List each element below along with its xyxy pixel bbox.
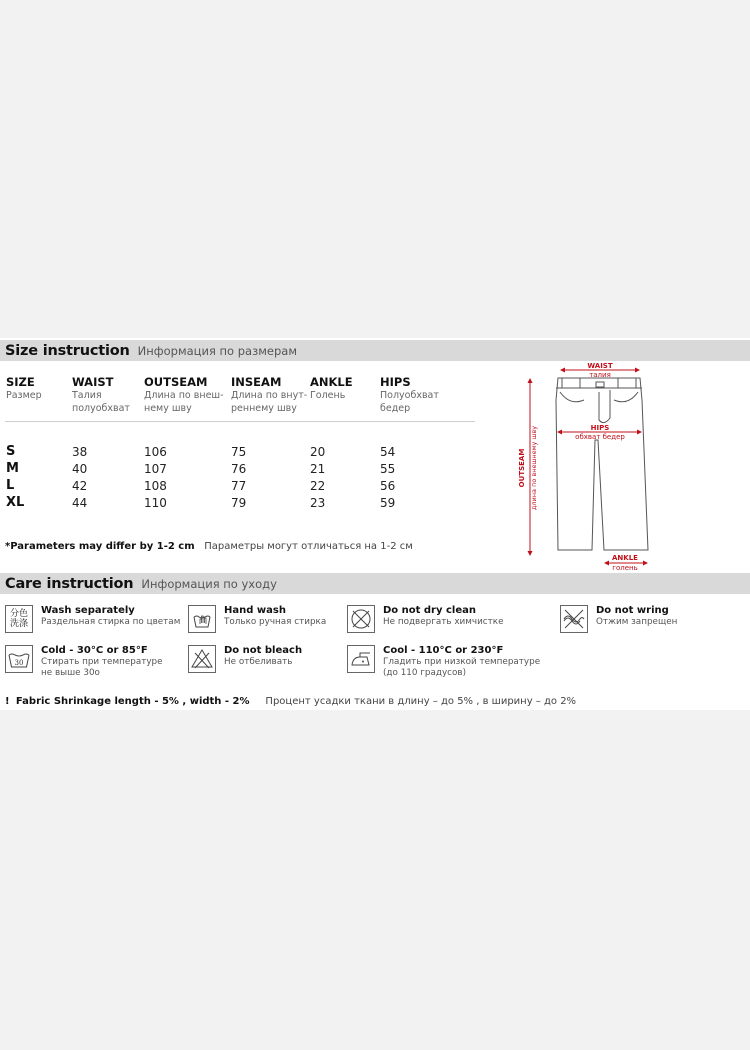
row-s-waist: 38 [72, 445, 88, 459]
col-size-label: SIZE [6, 375, 35, 389]
col-waist-label: WAIST [72, 375, 114, 389]
cold-wash-ru2: не выше 30о [41, 668, 100, 678]
row-m-inseam: 76 [231, 462, 247, 476]
parameters-note [5, 541, 413, 552]
row-xl-hips: 59 [380, 496, 396, 510]
col-waist-sub1: Талия [72, 390, 102, 401]
col-inseam [231, 375, 307, 415]
no-wring-ru: Отжим запрещен [596, 617, 678, 627]
shrinkage-ru: Процент усадки ткани в длину – до 5% , в ширину – до 2% [265, 696, 577, 707]
col-hips [380, 375, 439, 415]
row-m-size: M [6, 461, 19, 476]
pants-measurement-diagram [500, 360, 660, 572]
row-xl-inseam: 79 [231, 496, 247, 510]
row-l-size: L [6, 478, 15, 493]
row-s-outseam: 106 [144, 445, 167, 459]
size-section-subtitle: Информация по размерам [137, 343, 297, 358]
row-l-outseam: 108 [144, 479, 167, 493]
col-size-sub: Размер [6, 390, 42, 401]
row-xl-size: XL [6, 495, 25, 510]
separate-colors-glyph-top: 分色 [9, 609, 28, 619]
care-hand-wash [188, 605, 326, 633]
table-divider [5, 421, 475, 422]
cold-wash-ru1: Стирать при температуре [41, 657, 163, 667]
care-section-title: Care instruction [5, 575, 134, 592]
hand-wash-ru: Только ручная стирка [224, 617, 327, 627]
col-inseam-sub1: Длина по внут- [231, 390, 308, 401]
row-xl-waist: 44 [72, 496, 88, 510]
row-m-hips: 55 [380, 462, 396, 476]
col-ankle-label: ANKLE [310, 375, 353, 389]
cool-iron-label: Cool - 110°C or 230°F [383, 645, 504, 656]
size-section-title: Size instruction [5, 342, 130, 359]
outseam-label: OUTSEAM [518, 448, 526, 488]
waist-label-ru: талия [589, 371, 611, 379]
no-wring-icon [560, 605, 588, 633]
row-l-inseam: 77 [231, 479, 247, 493]
size-section-header [0, 340, 750, 361]
row-xl-outseam: 110 [144, 496, 167, 510]
wash-separately-ru: Раздельная стирка по цветам [41, 617, 181, 627]
col-hips-sub1: Полуобхват [380, 390, 439, 401]
cool-iron-ru2: (до 110 градусов) [383, 668, 466, 678]
row-m-waist: 40 [72, 462, 88, 476]
ankle-measure [604, 554, 648, 572]
col-ankle [310, 375, 353, 402]
pants-outline [556, 378, 648, 550]
row-s-hips: 54 [380, 445, 396, 459]
row-l-waist: 42 [72, 479, 88, 493]
ankle-label: ANKLE [612, 554, 638, 562]
wash-temp: 30 [14, 659, 24, 667]
care-no-wring [560, 605, 677, 633]
row-m-ankle: 21 [310, 462, 326, 476]
no-dry-clean-icon [347, 605, 375, 633]
row-s-inseam: 75 [231, 445, 247, 459]
col-outseam-sub2: нему шву [144, 403, 192, 414]
separate-colors-glyph-bottom: 洗涤 [9, 619, 28, 629]
care-cool-iron [347, 645, 540, 679]
waist-measure [560, 362, 640, 379]
care-wash-separately [5, 605, 180, 633]
col-size [6, 375, 42, 402]
row-m-outseam: 107 [144, 462, 167, 476]
col-outseam-sub1: Длина по внеш- [144, 390, 224, 401]
row-l-ankle: 22 [310, 479, 326, 493]
outseam-measure [518, 378, 538, 556]
no-bleach-icon [188, 645, 216, 673]
cool-iron-icon [347, 645, 375, 673]
cold-wash-label: Cold - 30°C or 85°F [41, 645, 148, 656]
shrinkage-en: Fabric Shrinkage length - 5% , width - 2% [15, 696, 250, 707]
col-inseam-label: INSEAM [231, 375, 282, 389]
care-section-subtitle: Информация по уходу [141, 576, 277, 591]
col-inseam-sub2: реннему шву [231, 403, 297, 414]
no-wring-label: Do not wring [596, 605, 669, 616]
col-hips-sub2: бедер [380, 403, 411, 414]
no-bleach-ru: Не отбеливать [224, 657, 293, 667]
waist-label: WAIST [587, 362, 613, 370]
care-cold-wash [5, 645, 163, 679]
no-dry-clean-ru: Не подвергать химчистке [383, 617, 504, 627]
row-s-ankle: 20 [310, 445, 326, 459]
ankle-label-ru: голень [612, 564, 638, 572]
wash-separately-label: Wash separately [41, 605, 135, 616]
care-section-header [0, 573, 750, 594]
wash-30-icon [5, 645, 33, 673]
hips-label: HIPS [590, 424, 610, 432]
col-hips-label: HIPS [380, 375, 411, 389]
row-xl-ankle: 23 [310, 496, 326, 510]
care-no-dry-clean [347, 605, 504, 633]
care-no-bleach [188, 645, 302, 673]
col-outseam-label: OUTSEAM [144, 375, 208, 389]
col-waist-sub2: полуобхват [72, 403, 130, 414]
col-waist [72, 375, 130, 415]
hand-wash-label: Hand wash [224, 605, 286, 616]
shrinkage-mark: ! [5, 696, 10, 707]
hips-label-ru: обхват бедер [575, 433, 625, 441]
shrinkage-note [5, 696, 576, 707]
row-s-size: S [6, 444, 16, 459]
parameters-note-en: *Parameters may differ by 1-2 cm [5, 541, 195, 552]
no-dry-clean-label: Do not dry clean [383, 605, 476, 616]
outseam-label-ru: длина по внешнему шву [530, 425, 538, 511]
cool-iron-ru1: Гладить при низкой температуре [383, 657, 541, 667]
col-outseam [144, 375, 224, 415]
no-bleach-label: Do not bleach [224, 645, 303, 656]
col-ankle-sub: Голень [310, 390, 346, 401]
parameters-note-ru: Параметры могут отличаться на 1-2 см [204, 541, 413, 552]
hand-wash-icon [188, 605, 216, 633]
row-l-hips: 56 [380, 479, 396, 493]
separate-colors-icon [5, 605, 33, 633]
